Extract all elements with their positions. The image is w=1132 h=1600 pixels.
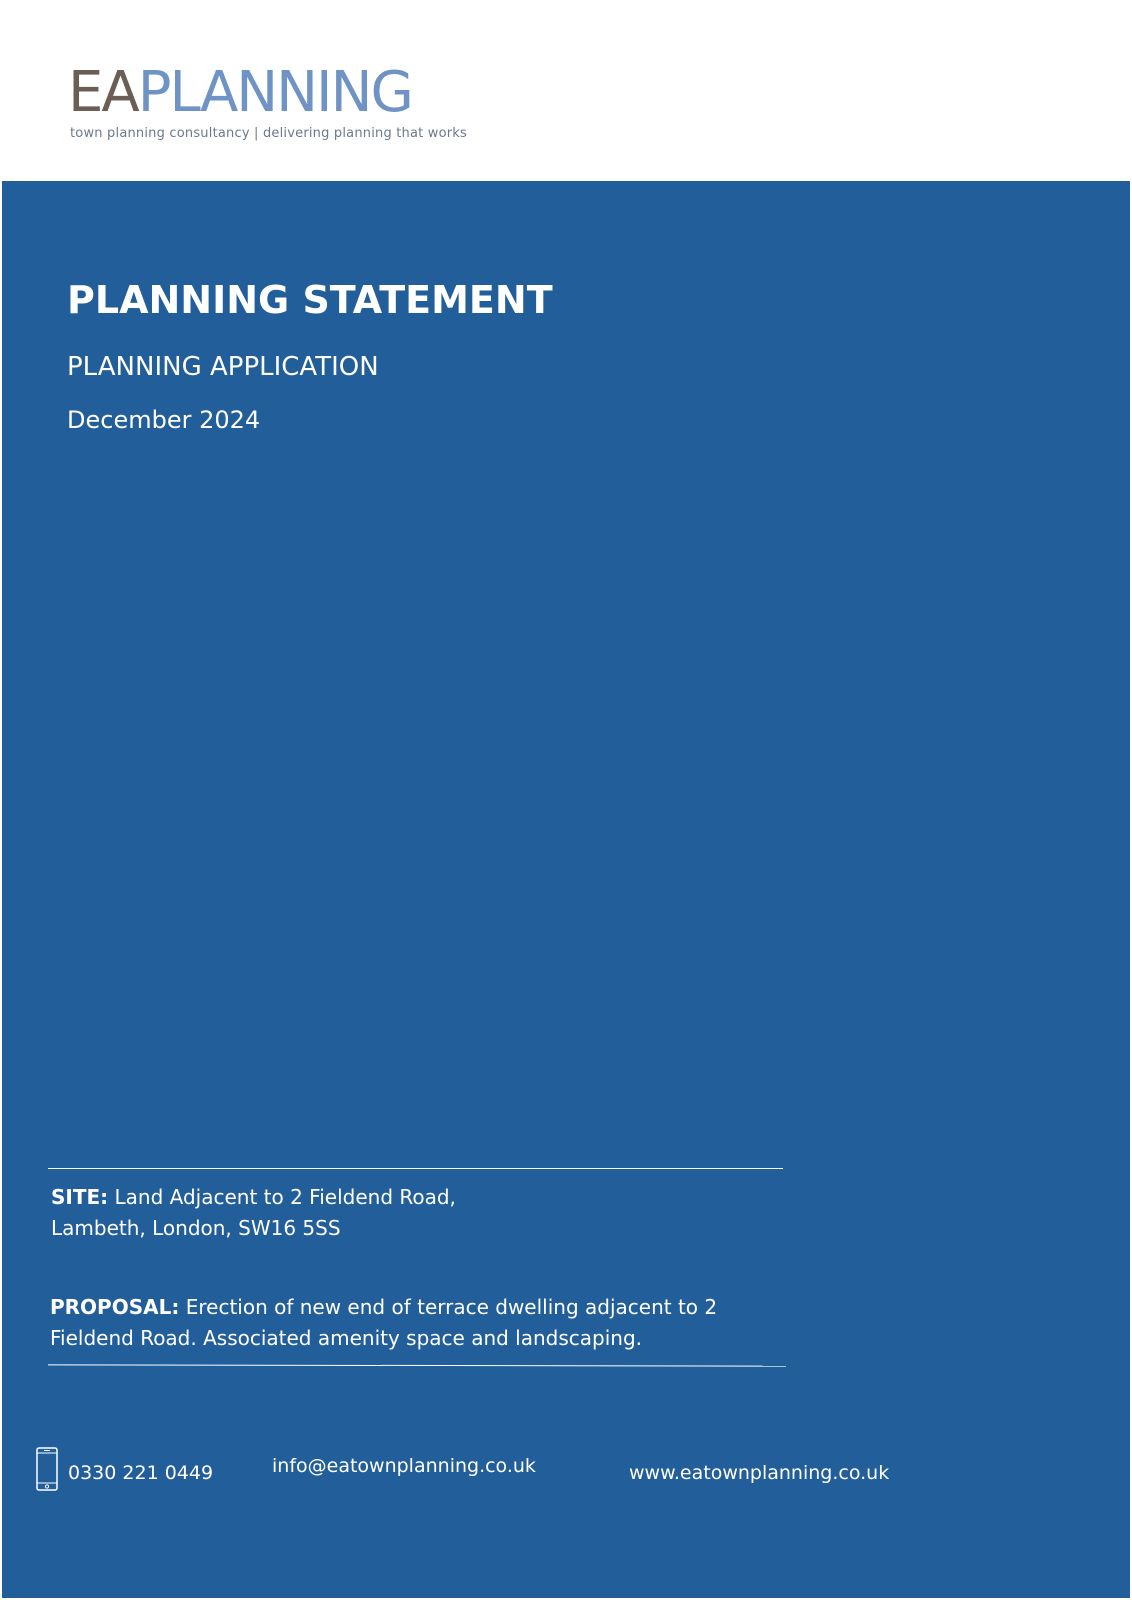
divider-top <box>48 1168 783 1169</box>
proposal-text: Erection of new end of terrace dwelling adjacent to 2 Fieldend Road. Associated amenity space and landscaping. <box>50 1295 718 1350</box>
cover-panel <box>2 181 1130 1598</box>
contact-phone: 0330 221 0449 <box>68 1462 214 1484</box>
logo-planning: PLANNING <box>137 60 412 125</box>
company-logo <box>68 62 488 152</box>
divider-bottom <box>48 1364 786 1366</box>
site-address-line-1: Land Adjacent to 2 Fieldend Road, <box>108 1185 456 1209</box>
site-label: SITE: <box>51 1185 109 1209</box>
logo-tagline: town planning consultancy | delivering planning that works <box>70 126 468 141</box>
mobile-phone-icon <box>36 1447 58 1491</box>
document-subtitle: PLANNING APPLICATION <box>67 352 379 382</box>
proposal-label: PROPOSAL: <box>50 1295 180 1319</box>
site-details <box>51 1182 791 1244</box>
logo-ea: EA <box>68 60 138 125</box>
contact-email[interactable]: info@eatownplanning.co.uk <box>272 1455 536 1477</box>
logo-wordmark <box>68 62 412 124</box>
document-date: December 2024 <box>67 406 261 434</box>
document-title: PLANNING STATEMENT <box>67 278 553 322</box>
contact-website[interactable]: www.eatownplanning.co.uk <box>629 1462 890 1484</box>
proposal-details <box>50 1292 790 1354</box>
site-address-line-2: Lambeth, London, SW16 5SS <box>51 1216 341 1240</box>
